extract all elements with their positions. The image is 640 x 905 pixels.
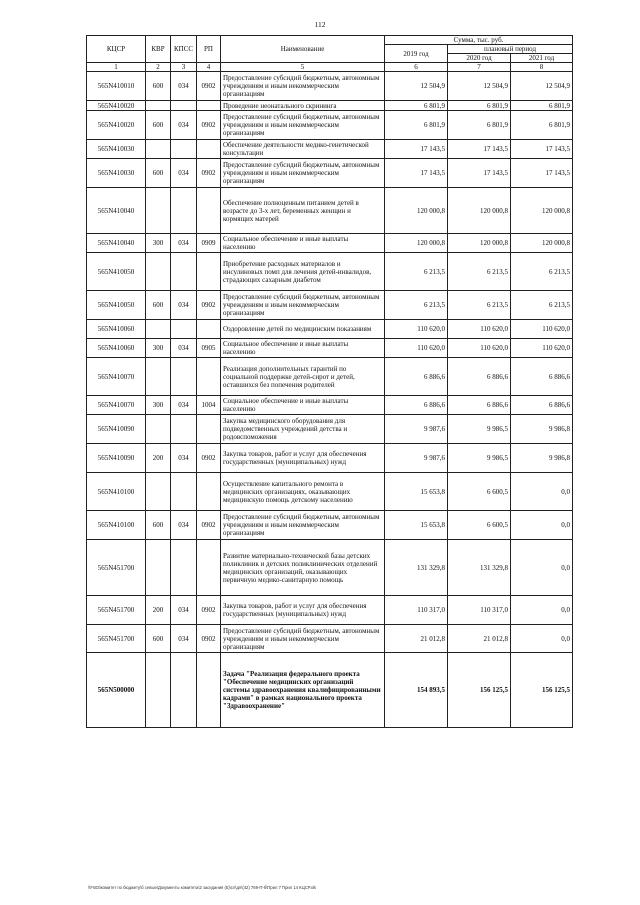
value-2020-cell: 110 317,0 (448, 596, 511, 625)
kcsr-cell: 565N410100 (87, 473, 146, 511)
kps-cell (171, 473, 197, 511)
kps-cell (171, 101, 197, 111)
kcsr-cell: 565N410070 (87, 396, 146, 415)
rp-cell (197, 188, 221, 234)
kvr-cell: 200 (146, 444, 171, 473)
name-cell: Предоставление субсидий бюджетным, автономным учреждениям и иным некоммерческим организациям (221, 625, 385, 653)
table-row (87, 596, 573, 625)
kcsr-cell: 565N451700 (87, 540, 146, 596)
header-kps: КПСС (171, 36, 197, 63)
kvr-cell (146, 253, 171, 291)
table-body (87, 72, 573, 728)
value-2019-cell: 17 143,5 (385, 140, 448, 159)
value-2019-cell: 9 987,6 (385, 415, 448, 444)
table-row (87, 234, 573, 253)
value-2021-cell: 0,0 (511, 473, 573, 511)
value-2020-cell: 12 504,9 (448, 72, 511, 101)
name-cell: Задача "Реализация федерального проекта "Обеспечение медицинских организаций системы здравоохранения квалифицированными кадрами" в рамках национального проекта "Здравоохранение" (221, 653, 385, 728)
name-cell: Реализация дополнительных гарантий по социальной поддержке детей-сирот и детей, оставшихся без попечения родителей (221, 358, 385, 396)
header-kvr: КВР (146, 36, 171, 63)
kps-cell (171, 253, 197, 291)
value-2021-cell: 0,0 (511, 511, 573, 540)
value-2021-cell: 6 886,6 (511, 358, 573, 396)
header-2020: 2020 год (448, 54, 511, 63)
kps-cell: 034 (171, 396, 197, 415)
table-row (87, 540, 573, 596)
table-row (87, 511, 573, 540)
header-kcsr: КЦСР (87, 36, 146, 63)
value-2020-cell: 9 986,5 (448, 444, 511, 473)
page-number: 112 (314, 20, 326, 29)
budget-table (86, 35, 573, 728)
name-cell: Обеспечение деятельности медико-генетической консультации (221, 140, 385, 159)
rp-cell (197, 358, 221, 396)
name-cell: Осуществление капитального ремонта в медицинских организациях, оказывающих медицинскую помощь детскому населению (221, 473, 385, 511)
column-number: 7 (448, 63, 511, 72)
value-2020-cell: 6 886,6 (448, 396, 511, 415)
kcsr-cell: 565N410040 (87, 188, 146, 234)
kcsr-cell: 565N410060 (87, 339, 146, 358)
rp-cell (197, 653, 221, 728)
table-row (87, 339, 573, 358)
kcsr-cell: 565N410050 (87, 253, 146, 291)
kps-cell: 034 (171, 234, 197, 253)
value-2020-cell: 110 620,0 (448, 320, 511, 339)
kcsr-cell: 565N410010 (87, 72, 146, 101)
kvr-cell: 200 (146, 596, 171, 625)
kps-cell (171, 188, 197, 234)
kvr-cell (146, 540, 171, 596)
rp-cell (197, 320, 221, 339)
value-2019-cell: 15 653,8 (385, 473, 448, 511)
kcsr-cell: 565N410030 (87, 159, 146, 188)
name-cell: Оздоровление детей по медицинским показаниям (221, 320, 385, 339)
name-cell: Предоставление субсидий бюджетным, автономным учреждениям и иным некоммерческим организациям (221, 72, 385, 101)
value-2020-cell: 110 620,0 (448, 339, 511, 358)
name-cell: Развитие материально-технической базы детских поликлиник и детских поликлинических отделений медицинских организаций, оказывающих первичную медико-санитарную помощь (221, 540, 385, 596)
value-2021-cell: 6 213,5 (511, 291, 573, 320)
value-2020-cell: 6 801,9 (448, 111, 511, 140)
kps-cell: 034 (171, 625, 197, 653)
value-2020-cell: 6 213,5 (448, 291, 511, 320)
kvr-cell (146, 415, 171, 444)
value-2019-cell: 110 317,0 (385, 596, 448, 625)
table-row (87, 396, 573, 415)
kcsr-cell: 565N451700 (87, 596, 146, 625)
kps-cell: 034 (171, 444, 197, 473)
kvr-cell (146, 188, 171, 234)
column-number: 5 (221, 63, 385, 72)
kps-cell (171, 140, 197, 159)
rp-cell: 0902 (197, 511, 221, 540)
value-2019-cell: 6 213,5 (385, 291, 448, 320)
value-2021-cell: 17 143,5 (511, 140, 573, 159)
kps-cell: 034 (171, 159, 197, 188)
kps-cell (171, 653, 197, 728)
value-2019-cell: 15 653,8 (385, 511, 448, 540)
name-cell: Предоставление субсидий бюджетным, автономным учреждениям и иным некоммерческим организациям (221, 111, 385, 140)
value-2020-cell: 156 125,5 (448, 653, 511, 728)
value-2020-cell: 120 000,8 (448, 188, 511, 234)
table-row (87, 140, 573, 159)
value-2020-cell: 131 329,8 (448, 540, 511, 596)
table-row (87, 72, 573, 101)
value-2020-cell: 6 213,5 (448, 253, 511, 291)
header-rp: РП (197, 36, 221, 63)
value-2020-cell: 21 012,8 (448, 625, 511, 653)
name-cell: Обеспечение полноценным питанием детей в возрасте до 3-х лет, беременных женщин и кормящих матерей (221, 188, 385, 234)
kcsr-cell: 565N410020 (87, 111, 146, 140)
header-plan-period: плановый период (448, 45, 573, 54)
kvr-cell: 600 (146, 72, 171, 101)
kcsr-cell: 565N410030 (87, 140, 146, 159)
value-2021-cell: 156 125,5 (511, 653, 573, 728)
rp-cell: 0902 (197, 444, 221, 473)
value-2021-cell: 110 620,0 (511, 320, 573, 339)
kvr-cell (146, 320, 171, 339)
column-number-row (87, 63, 573, 72)
name-cell: Закупка медицинского оборудования для подведомственных учреждений детства и родовспоможения (221, 415, 385, 444)
kps-cell: 034 (171, 339, 197, 358)
rp-cell: 0905 (197, 339, 221, 358)
name-cell: Проведение неонатального скрининга (221, 101, 385, 111)
value-2020-cell: 120 000,8 (448, 234, 511, 253)
table-row (87, 358, 573, 396)
value-2020-cell: 17 143,5 (448, 159, 511, 188)
value-2021-cell: 0,0 (511, 596, 573, 625)
header-2019: 2019 год (385, 45, 448, 63)
name-cell: Социальное обеспечение и иные выплаты населению (221, 339, 385, 358)
rp-cell: 0902 (197, 596, 221, 625)
kvr-cell (146, 101, 171, 111)
value-2020-cell: 9 986,5 (448, 415, 511, 444)
header-sum: Сумма, тыс. руб. (385, 36, 573, 45)
table-row (87, 291, 573, 320)
rp-cell: 0902 (197, 72, 221, 101)
column-number: 6 (385, 63, 448, 72)
kps-cell: 034 (171, 511, 197, 540)
rp-cell (197, 140, 221, 159)
kcsr-cell: 565N500000 (87, 653, 146, 728)
table-row (87, 625, 573, 653)
value-2021-cell: 9 986,8 (511, 444, 573, 473)
table-row (87, 320, 573, 339)
rp-cell: 0909 (197, 234, 221, 253)
column-number: 2 (146, 63, 171, 72)
value-2020-cell: 6 801,9 (448, 101, 511, 111)
value-2021-cell: 6 801,9 (511, 111, 573, 140)
kcsr-cell: 565N410060 (87, 320, 146, 339)
header-2021: 2021 год (511, 54, 573, 63)
kvr-cell: 600 (146, 111, 171, 140)
table-row (87, 473, 573, 511)
rp-cell (197, 415, 221, 444)
name-cell: Предоставление субсидий бюджетным, автономным учреждениям и иным некоммерческим организациям (221, 159, 385, 188)
value-2019-cell: 6 886,6 (385, 358, 448, 396)
kvr-cell (146, 653, 171, 728)
table-row (87, 253, 573, 291)
rp-cell (197, 253, 221, 291)
kcsr-cell: 565N410020 (87, 101, 146, 111)
value-2019-cell: 154 893,5 (385, 653, 448, 728)
kps-cell (171, 320, 197, 339)
name-cell: Предоставление субсидий бюджетным, автономным учреждениям и иным некоммерческим организациям (221, 511, 385, 540)
column-number: 4 (197, 63, 221, 72)
kvr-cell: 300 (146, 234, 171, 253)
kcsr-cell: 565N410050 (87, 291, 146, 320)
kps-cell: 034 (171, 291, 197, 320)
kvr-cell: 600 (146, 625, 171, 653)
kcsr-cell: 565N410070 (87, 358, 146, 396)
value-2021-cell: 6 801,9 (511, 101, 573, 111)
kps-cell (171, 415, 197, 444)
kcsr-cell: 565N451700 (87, 625, 146, 653)
rp-cell: 0902 (197, 291, 221, 320)
value-2021-cell: 17 143,5 (511, 159, 573, 188)
value-2019-cell: 120 000,8 (385, 188, 448, 234)
name-cell: Социальное обеспечение и иные выплаты населению (221, 396, 385, 415)
rp-cell: 1004 (197, 396, 221, 415)
rp-cell: 0902 (197, 159, 221, 188)
kcsr-cell: 565N410040 (87, 234, 146, 253)
kps-cell (171, 540, 197, 596)
name-cell: Закупка товаров, работ и услуг для обеспечения государственных (муниципальных) нужд (221, 596, 385, 625)
value-2019-cell: 6 886,6 (385, 396, 448, 415)
value-2020-cell: 6 886,6 (448, 358, 511, 396)
table-row (87, 101, 573, 111)
kvr-cell: 600 (146, 291, 171, 320)
kvr-cell (146, 140, 171, 159)
value-2019-cell: 6 801,9 (385, 111, 448, 140)
rp-cell: 0902 (197, 625, 221, 653)
name-cell: Закупка товаров, работ и услуг для обеспечения государственных (муниципальных) нужд (221, 444, 385, 473)
value-2019-cell: 17 143,5 (385, 159, 448, 188)
value-2021-cell: 120 000,8 (511, 188, 573, 234)
value-2020-cell: 6 600,5 (448, 473, 511, 511)
column-number: 1 (87, 63, 146, 72)
column-number: 3 (171, 63, 197, 72)
rp-cell: 0902 (197, 111, 221, 140)
value-2021-cell: 0,0 (511, 540, 573, 596)
value-2021-cell: 6 886,6 (511, 396, 573, 415)
table-row (87, 444, 573, 473)
kps-cell (171, 358, 197, 396)
kcsr-cell: 565N410100 (87, 511, 146, 540)
kps-cell: 034 (171, 72, 197, 101)
kvr-cell (146, 358, 171, 396)
value-2021-cell: 110 620,0 (511, 339, 573, 358)
rp-cell (197, 101, 221, 111)
value-2019-cell: 131 329,8 (385, 540, 448, 596)
column-number: 8 (511, 63, 573, 72)
value-2021-cell: 120 000,8 (511, 234, 573, 253)
value-2019-cell: 6 213,5 (385, 253, 448, 291)
value-2019-cell: 6 801,9 (385, 101, 448, 111)
value-2021-cell: 9 986,8 (511, 415, 573, 444)
value-2019-cell: 110 620,0 (385, 320, 448, 339)
value-2019-cell: 9 987,6 (385, 444, 448, 473)
kvr-cell: 300 (146, 339, 171, 358)
kcsr-cell: 565N410090 (87, 444, 146, 473)
value-2021-cell: 6 213,5 (511, 253, 573, 291)
file-path-footer: \\Fs03\комитет по бюджету\б севые\Документы комитета\2 заседания (5)\сл\дп\(42) 769-П-б\Прил 7 Прил 14 КЦСР.xls (88, 885, 317, 890)
kcsr-cell: 565N410090 (87, 415, 146, 444)
kvr-cell (146, 473, 171, 511)
kvr-cell: 300 (146, 396, 171, 415)
table-row (87, 159, 573, 188)
table-row (87, 415, 573, 444)
rp-cell (197, 540, 221, 596)
value-2019-cell: 120 000,8 (385, 234, 448, 253)
value-2021-cell: 12 504,9 (511, 72, 573, 101)
table-row (87, 111, 573, 140)
value-2020-cell: 6 600,5 (448, 511, 511, 540)
kps-cell: 034 (171, 111, 197, 140)
value-2019-cell: 21 012,8 (385, 625, 448, 653)
header-name: Наименование (221, 36, 385, 63)
kps-cell: 034 (171, 596, 197, 625)
table-row (87, 653, 573, 728)
value-2021-cell: 0,0 (511, 625, 573, 653)
table-row (87, 188, 573, 234)
name-cell: Предоставление субсидий бюджетным, автономным учреждениям и иным некоммерческим организациям (221, 291, 385, 320)
name-cell: Приобретение расходных материалов и инсулиновых помп для лечения детей-инвалидов, страдающих сахарным диабетом (221, 253, 385, 291)
name-cell: Социальное обеспечение и иные выплаты населению (221, 234, 385, 253)
value-2019-cell: 12 504,9 (385, 72, 448, 101)
value-2019-cell: 110 620,0 (385, 339, 448, 358)
kvr-cell: 600 (146, 159, 171, 188)
kvr-cell: 600 (146, 511, 171, 540)
value-2020-cell: 17 143,5 (448, 140, 511, 159)
rp-cell (197, 473, 221, 511)
